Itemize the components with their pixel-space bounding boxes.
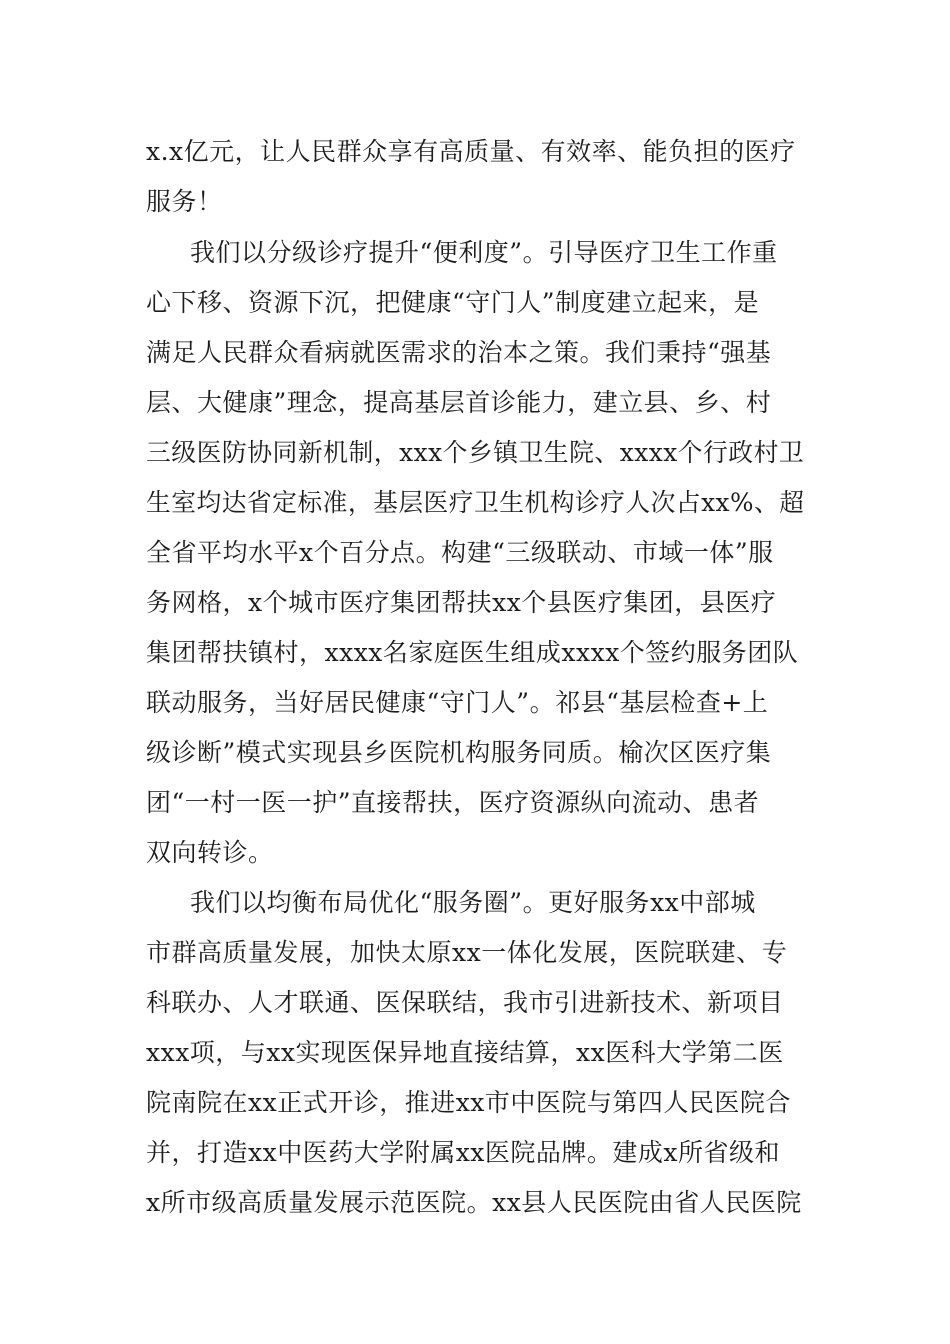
text-line: 集团帮扶镇村，xxxx名家庭医生组成xxxx个签约服务团队: [146, 638, 799, 667]
text-line: x所市级高质量发展示范医院。xx县人民医院由省人民医院: [146, 1188, 802, 1217]
text-line: 院南院在xx正式开诊，推进xx市中医院与第四人民医院合: [146, 1088, 791, 1117]
paragraph-start-line: 我们以均衡布局优化“服务圈”。更好服务xx中部城: [190, 888, 756, 917]
text-line: 级诊断”模式实现县乡医院机构服务同质。榆次区医疗集: [146, 738, 772, 767]
text-line: 心下移、资源下沉，把健康“守门人”制度建立起来，是: [146, 288, 760, 317]
text-line: 科联办、人才联通、医保联结，我市引进新技术、新项目: [146, 988, 784, 1017]
text-line: 三级医防协同新机制，xxx个乡镇卫生院、xxxx个行政村卫: [146, 438, 805, 467]
text-line: 满足人民群众看病就医需求的治本之策。我们秉持“强基: [146, 338, 772, 367]
text-line: 双向转诊。: [146, 838, 274, 867]
text-line: xxx项，与xx实现医保异地直接结算，xx医科大学第二医: [146, 1038, 784, 1067]
text-line: 并，打造xx中医药大学附属xx医院品牌。建成x所省级和: [146, 1138, 780, 1167]
text-line: 联动服务，当好居民健康“守门人”。祁县“基层检查+上: [146, 688, 769, 717]
text-line: 全省平均水平x个百分点。构建“三级联动、市域一体”服: [146, 538, 774, 567]
paragraph-start-line: 我们以分级诊疗提升“便利度”。引导医疗卫生工作重: [190, 238, 778, 267]
text-line: 生室均达省定标准，基层医疗卫生机构诊疗人次占xx%、超: [146, 488, 805, 517]
text-line: 市群高质量发展，加快太原xx一体化发展，医院联建、专: [146, 938, 788, 967]
text-line: 团“一村一医一护”直接帮扶，医疗资源纵向流动、患者: [146, 788, 760, 817]
text-line: x.x亿元，让人民群众享有高质量、有效率、能负担的医疗: [146, 137, 796, 166]
text-line: 服务！: [146, 187, 223, 216]
text-line: 层、大健康”理念，提高基层首诊能力，建立县、乡、村: [146, 388, 772, 417]
text-line: 务网格，x个城市医疗集团帮扶xx个县医疗集团，县医疗: [146, 588, 777, 617]
